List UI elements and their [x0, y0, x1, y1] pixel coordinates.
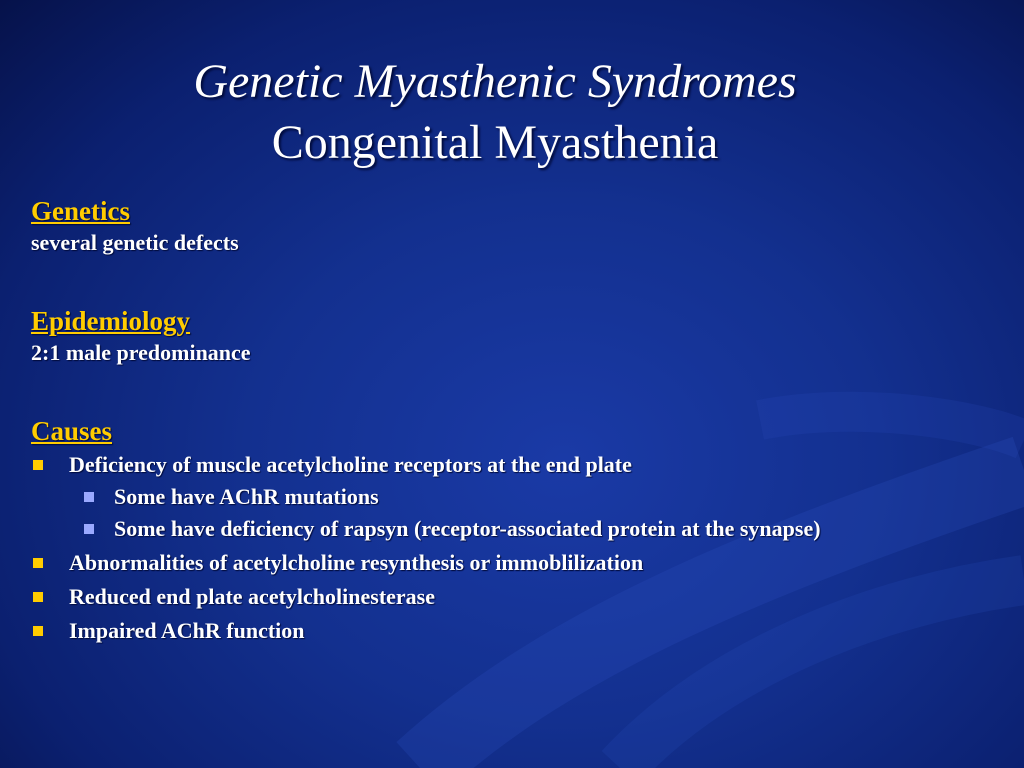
epidemiology-heading: Epidemiology	[31, 306, 191, 336]
square-bullet-icon	[33, 592, 43, 602]
list-item	[31, 549, 991, 577]
square-bullet-icon	[33, 460, 43, 470]
bullet-text: Reduced end plate acetylcholinesterase	[69, 584, 435, 609]
square-bullet-icon	[84, 524, 94, 534]
bullet-text: Abnormalities of acetylcholine resynthesis or immoblilization	[69, 550, 644, 575]
slide-content	[31, 193, 991, 645]
square-bullet-icon	[84, 492, 94, 502]
list-item	[31, 617, 991, 645]
bullet-text: Deficiency of muscle acetylcholine receptors at the end plate	[69, 452, 632, 477]
square-bullet-icon	[33, 558, 43, 568]
sub-bullet-text: Some have deficiency of rapsyn (receptor-associated protein at the synapse)	[114, 516, 821, 541]
list-item	[31, 483, 991, 511]
list-item	[31, 583, 991, 611]
genetics-text: several genetic defects	[31, 230, 239, 255]
list-item	[31, 451, 991, 479]
spacer	[31, 367, 991, 413]
list-item	[31, 515, 991, 543]
sub-bullet-text: Some have AChR mutations	[114, 484, 379, 509]
causes-heading: Causes	[31, 416, 113, 446]
title-main: Genetic Myasthenic Syndromes	[193, 55, 797, 108]
slide-title	[0, 52, 990, 174]
genetics-heading: Genetics	[31, 196, 130, 226]
bullet-text: Impaired AChR function	[69, 618, 305, 643]
epidemiology-text: 2:1 male predominance	[31, 340, 251, 365]
title-subtitle: Congenital Myasthenia	[271, 116, 719, 169]
spacer	[31, 257, 991, 303]
square-bullet-icon	[33, 626, 43, 636]
